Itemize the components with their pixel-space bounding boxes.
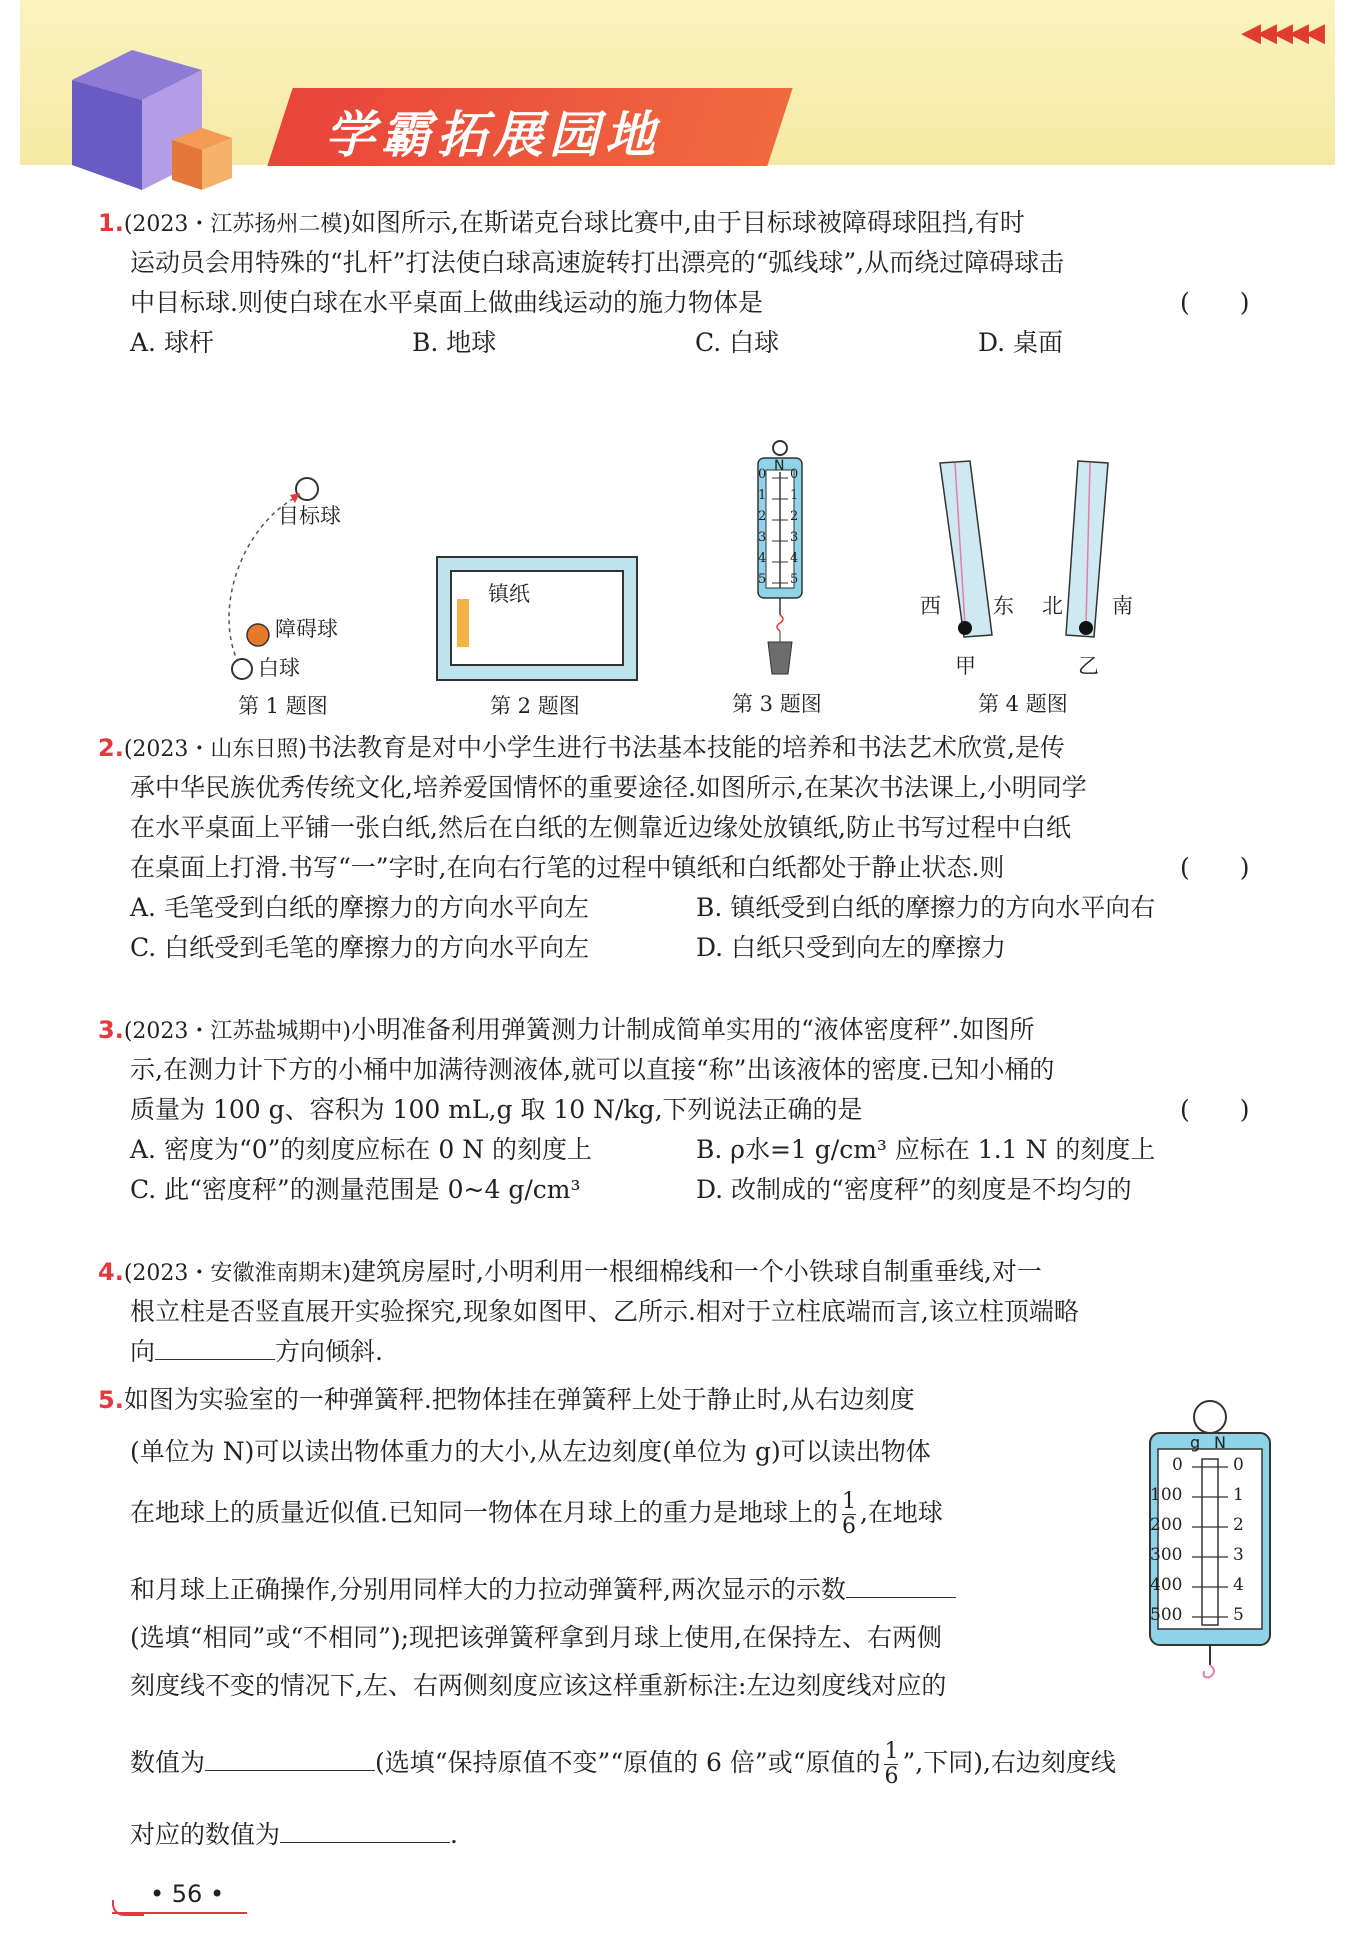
- fig2-caption: 第 2 题图: [490, 694, 580, 718]
- q2-option-c[interactable]: C. 白纸受到毛笔的摩擦力的方向水平向左: [130, 933, 590, 962]
- q5-text-1: 如图为实验室的一种弹簧秤.把物体挂在弹簧秤上处于静止时,从右边刻度: [123, 1385, 915, 1414]
- fig4-south-label: 南: [1112, 594, 1133, 618]
- fig3-tick: 1: [758, 488, 767, 503]
- fig5-left-tick: 0: [1172, 1455, 1183, 1475]
- q4-line-2: 根立柱是否竖直展开实验探究,现象如图甲、乙所示.相对于立柱底端而言,该立柱顶端略: [130, 1297, 1079, 1326]
- q2-line-1: [98, 728, 1065, 764]
- q5-text-8a: 对应的数值为: [130, 1820, 281, 1849]
- q4-text-pre: 向: [130, 1337, 156, 1366]
- q5-answer-blank-3[interactable]: [280, 1820, 450, 1843]
- q2-answer-paren[interactable]: ( ): [1180, 853, 1250, 882]
- q5-line-6: 刻度线不变的情况下,左、右两侧刻度应该这样重新标注:左边刻度线对应的: [130, 1671, 947, 1700]
- q1-answer-paren[interactable]: ( ): [1180, 288, 1250, 317]
- fig3-tick: 0: [790, 467, 799, 482]
- fraction-one-sixth-2: [884, 1740, 898, 1789]
- q5-text-3b: ,在地球: [859, 1498, 943, 1527]
- q2-option-d[interactable]: D. 白纸只受到向左的摩擦力: [696, 933, 1007, 962]
- q4-answer-blank[interactable]: [155, 1337, 275, 1360]
- q5-line-5: (选填“相同”或“不相同”);现把该弹簧秤拿到月球上使用,在保持左、右两侧: [130, 1623, 943, 1652]
- fig1-target-label: 目标球: [278, 504, 341, 528]
- fig5-right-tick: 3: [1233, 1545, 1244, 1565]
- q3-line-3: 质量为 100 g、容积为 100 mL,g 取 10 N/kg,下列说法正确的是: [130, 1095, 863, 1124]
- fig5-right-tick: 1: [1233, 1485, 1244, 1505]
- fig3-tick: 5: [790, 572, 799, 587]
- q5-line-3: [130, 1490, 943, 1539]
- page-number-underline: [112, 1912, 247, 1914]
- fig4-jia-label: 甲: [955, 654, 976, 678]
- figure-4-plumb-lines: [930, 455, 1130, 645]
- fig3-tick: 0: [758, 467, 767, 482]
- fig3-tick: 2: [758, 509, 767, 524]
- fig1-caption: 第 1 题图: [238, 694, 328, 718]
- fig3-tick: 3: [758, 530, 767, 545]
- decorative-arrows-icon: ◀◀◀◀◀: [1241, 18, 1321, 48]
- fig3-tick: 1: [790, 488, 799, 503]
- q5-text-4: 和月球上正确操作,分别用同样大的力拉动弹簧秤,两次显示的示数: [130, 1575, 846, 1604]
- q1-option-c[interactable]: C. 白球: [695, 328, 780, 357]
- fig5-right-tick: 2: [1233, 1515, 1244, 1535]
- q1-line-2: 运动员会用特殊的“扎杆”打法使白球高速旋转打出漂亮的“弧线球”,从而绕过障碍球击: [130, 248, 1065, 277]
- q2-option-b[interactable]: B. 镇纸受到白纸的摩擦力的方向水平向右: [696, 893, 1156, 922]
- q5-answer-blank-1[interactable]: [846, 1575, 956, 1598]
- q5-line-8: [130, 1815, 458, 1851]
- fig4-yi-label: 乙: [1078, 654, 1099, 678]
- q4-number: 4.: [98, 1258, 124, 1286]
- q5-line-2: (单位为 N)可以读出物体重力的大小,从左边刻度(单位为 g)可以读出物体: [130, 1437, 931, 1466]
- fig4-west-label: 西: [920, 594, 941, 618]
- q1-option-b[interactable]: B. 地球: [412, 328, 497, 357]
- q1-source: (2023・江苏扬州二模): [123, 212, 351, 237]
- fig4-east-label: 东: [993, 594, 1014, 618]
- q1-text-1: 如图所示,在斯诺克台球比赛中,由于目标球被障碍球阻挡,有时: [350, 208, 1025, 237]
- q3-line-1: [98, 1010, 1035, 1046]
- frac-denominator: 6: [841, 1514, 856, 1539]
- q1-number: 1.: [98, 209, 124, 237]
- q5-text-3a: 在地球上的质量近似值.已知同一物体在月球上的重力是地球上的: [130, 1498, 838, 1527]
- q5-text-7c: ”,下同),右边刻度线: [902, 1748, 1116, 1777]
- q4-text-1: 建筑房屋时,小明利用一根细棉线和一个小铁球自制重垂线,对一: [350, 1257, 1042, 1286]
- fig5-right-tick: 0: [1233, 1455, 1244, 1475]
- q5-line-4: [130, 1570, 956, 1606]
- fig2-paperweight-label: 镇纸: [488, 582, 530, 606]
- q2-source: (2023・山东日照): [123, 737, 307, 762]
- fig4-north-label: 北: [1042, 594, 1063, 618]
- fig5-left-tick: 500: [1150, 1605, 1183, 1625]
- q3-option-d[interactable]: D. 改制成的“密度秤”的刻度是不均匀的: [696, 1175, 1132, 1204]
- q3-line-2: 示,在测力计下方的小桶中加满待测液体,就可以直接“称”出该液体的密度.已知小桶的: [130, 1055, 1055, 1084]
- q2-option-a[interactable]: A. 毛笔受到白纸的摩擦力的方向水平向左: [130, 893, 589, 922]
- q5-text-8b: .: [450, 1820, 458, 1849]
- q2-line-3: 在水平桌面上平铺一张白纸,然后在白纸的左侧靠近边缘处放镇纸,防止书写过程中白纸: [130, 813, 1071, 842]
- page-number: • 56 •: [150, 1880, 225, 1908]
- fig5-right-tick: 5: [1233, 1605, 1244, 1625]
- q4-source: (2023・安徽淮南期末): [123, 1261, 351, 1286]
- q5-text-7a: 数值为: [130, 1748, 206, 1777]
- q2-text-1: 书法教育是对中小学生进行书法基本技能的培养和书法艺术欣赏,是传: [306, 733, 1065, 762]
- q5-line-1: [98, 1380, 915, 1416]
- q5-number: 5.: [98, 1386, 124, 1414]
- fig5-left-tick: 200: [1150, 1515, 1183, 1535]
- fig3-tick: 4: [758, 551, 767, 566]
- q5-text-7b: (选填“保持原值不变”“原值的 6 倍”或“原值的: [375, 1748, 881, 1777]
- q5-answer-blank-2[interactable]: [205, 1748, 375, 1771]
- frac-numerator: 1: [841, 1489, 856, 1514]
- q4-line-3: [130, 1332, 383, 1368]
- fraction-one-sixth: [842, 1490, 856, 1539]
- fig5-right-unit: N: [1214, 1433, 1226, 1452]
- fig1-obstacle-label: 障碍球: [275, 617, 338, 641]
- fig5-left-tick: 400: [1150, 1575, 1183, 1595]
- q1-option-a[interactable]: A. 球杆: [130, 328, 214, 357]
- header-banner: [20, 0, 1335, 200]
- q3-option-b[interactable]: B. ρ水=1 g/cm³ 应标在 1.1 N 的刻度上: [696, 1135, 1156, 1164]
- q1-line-3: 中目标球.则使白球在水平桌面上做曲线运动的施力物体是: [130, 288, 763, 317]
- q2-line-2: 承中华民族优秀传统文化,培养爱国情怀的重要途径.如图所示,在某次书法课上,小明同学: [130, 773, 1087, 802]
- frac-denominator: 6: [884, 1764, 899, 1789]
- q3-number: 3.: [98, 1016, 124, 1044]
- fig4-caption: 第 4 题图: [978, 692, 1068, 716]
- q4-line-1: [98, 1252, 1042, 1288]
- page-title: 学霸拓展园地: [325, 106, 661, 164]
- q4-text-post: 方向倾斜.: [275, 1337, 383, 1366]
- q2-number: 2.: [98, 734, 124, 762]
- fig5-left-unit: g: [1190, 1433, 1201, 1452]
- fig1-cue-label: 白球: [258, 656, 300, 680]
- fig5-right-tick: 4: [1233, 1575, 1244, 1595]
- q1-line-1: [98, 203, 1025, 239]
- q3-answer-paren[interactable]: ( ): [1180, 1095, 1250, 1124]
- figure-5-spring-balance: [1140, 1395, 1280, 1685]
- q5-line-7: [130, 1740, 1116, 1789]
- q2-line-4: 在桌面上打滑.书写“一”字时,在向右行笔的过程中镇纸和白纸都处于静止状态.则: [130, 853, 1005, 882]
- frac-numerator: 1: [884, 1739, 899, 1764]
- figure-2-paperweight: [435, 555, 640, 683]
- q3-option-a[interactable]: A. 密度为“0”的刻度应标在 0 N 的刻度上: [130, 1135, 593, 1164]
- q3-option-c[interactable]: C. 此“密度秤”的测量范围是 0~4 g/cm³: [130, 1175, 581, 1204]
- q3-text-1: 小明准备利用弹簧测力计制成简单实用的“液体密度秤”.如图所: [350, 1015, 1035, 1044]
- fig3-tick: 4: [790, 551, 799, 566]
- fig3-caption: 第 3 题图: [732, 692, 822, 716]
- cube-logo-icon: [62, 40, 252, 190]
- fig3-tick: 3: [790, 530, 799, 545]
- fig3-unit: N: [774, 458, 785, 474]
- fig5-left-tick: 300: [1150, 1545, 1183, 1565]
- q1-option-d[interactable]: D. 桌面: [978, 328, 1064, 357]
- fig3-tick: 2: [790, 509, 799, 524]
- fig3-tick: 5: [758, 572, 767, 587]
- fig5-left-tick: 100: [1150, 1485, 1183, 1505]
- q3-source: (2023・江苏盐城期中): [123, 1019, 351, 1044]
